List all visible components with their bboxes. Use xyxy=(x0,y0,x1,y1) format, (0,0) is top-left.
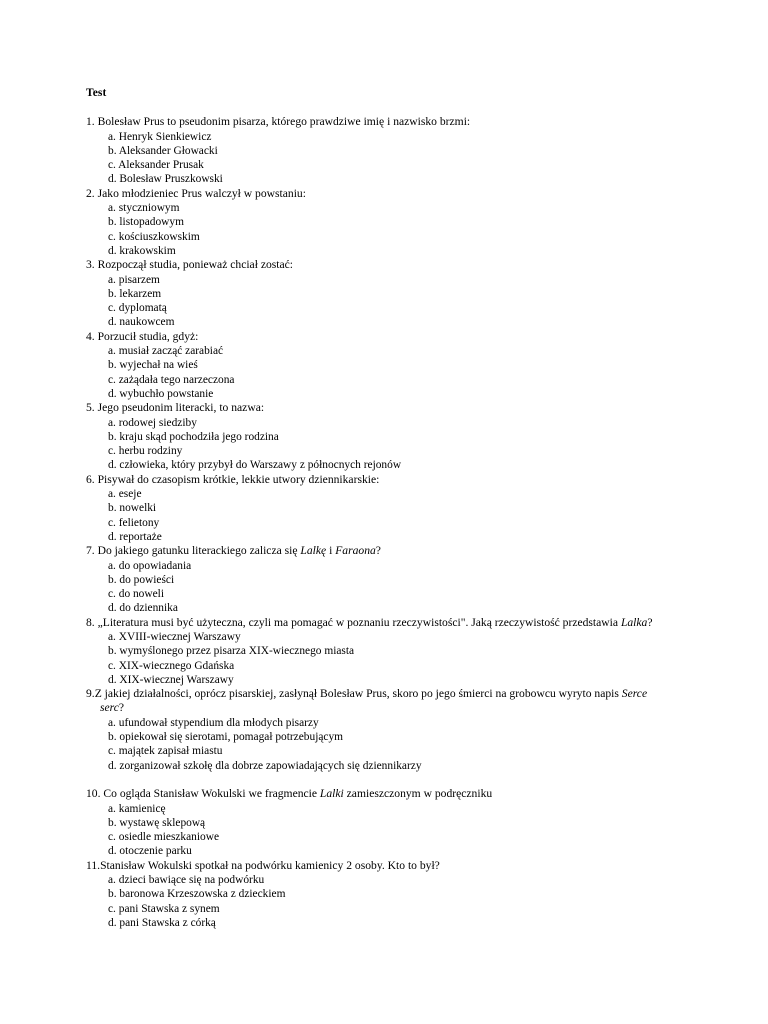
question-number: 9. xyxy=(86,687,95,701)
prompt-text: Z jakiej działalności, oprócz pisarskiej, zasłynął Bolesław Prus, skoro po jego śmierci na grobowcu wyryto napis xyxy=(94,687,622,701)
answer-option[interactable]: b. wymyślonego przez pisarza XIX-wiecznego miasta xyxy=(108,645,355,658)
answer-option[interactable]: d. otoczenie parku xyxy=(108,845,192,858)
answer-list xyxy=(86,716,668,773)
prompt-text: Bolesław Prus to pseudonim pisarza, którego prawdziwe imię i nazwisko brzmi: xyxy=(97,115,471,129)
answer-option[interactable]: b. kraju skąd pochodziła jego rodzina xyxy=(108,430,279,443)
answer-option[interactable]: c. majątek zapisał miastu xyxy=(108,745,223,758)
answer-option[interactable]: a. styczniowym xyxy=(108,202,180,215)
answer-option[interactable]: d. krakowskim xyxy=(108,244,176,257)
page-title: Test xyxy=(86,87,107,99)
question-number: 2. xyxy=(86,186,95,200)
prompt-text: Co ogląda Stanisław Wokulski we fragmencie xyxy=(103,787,320,801)
answer-option[interactable]: d. do dziennika xyxy=(108,602,178,615)
question-prompt xyxy=(86,401,668,415)
answer-option[interactable]: c. dyplomatą xyxy=(108,302,167,315)
work-title: Serce serc xyxy=(100,687,648,715)
question-prompt xyxy=(86,687,668,716)
question-number: 8. xyxy=(86,615,95,629)
answer-option[interactable]: b. nowelki xyxy=(108,502,157,515)
answer-option[interactable]: d. reportaże xyxy=(108,530,162,543)
answer-list xyxy=(86,130,668,187)
question-number: 6. xyxy=(86,472,95,486)
answer-option[interactable]: c. felietony xyxy=(108,516,160,529)
answer-option[interactable]: a. musiał zacząć zarabiać xyxy=(108,345,224,358)
question-prompt xyxy=(86,859,668,873)
prompt-text: „Literatura musi być użyteczna, czyli ma pomagać w poznaniu rzeczywistości". Jaką rzeczywistość przedstawia xyxy=(97,615,621,629)
answer-option[interactable]: a. pisarzem xyxy=(108,273,160,286)
answer-option[interactable]: a. do opowiadania xyxy=(108,559,192,572)
question-block xyxy=(86,258,668,329)
answer-list xyxy=(86,873,668,930)
question-prompt xyxy=(86,115,668,129)
prompt-text: zamieszczonym w podręczniku xyxy=(343,787,493,801)
blank-line xyxy=(86,773,668,787)
prompt-text: ? xyxy=(375,544,381,558)
answer-option[interactable]: c. kościuszkowskim xyxy=(108,230,200,243)
question-prompt xyxy=(86,187,668,201)
prompt-text: Jego pseudonim literacki, to nazwa: xyxy=(97,401,265,415)
answer-option[interactable]: b. wystawę sklepową xyxy=(108,816,206,829)
answer-option[interactable]: a. XVIII-wiecznej Warszawy xyxy=(108,630,241,643)
work-title: Lalki xyxy=(319,787,344,801)
question-block xyxy=(86,330,668,401)
prompt-text: Jako młodzieniec Prus walczył w powstaniu: xyxy=(97,186,306,200)
question-prompt xyxy=(86,258,668,272)
answer-option[interactable]: b. wyjechał na wieś xyxy=(108,359,198,372)
prompt-text: Stanisław Wokulski spotkał na podwórku kamienicy 2 osoby. Kto to był? xyxy=(100,858,440,872)
answer-list xyxy=(86,487,668,544)
answer-option[interactable]: a. kamienicę xyxy=(108,802,166,815)
prompt-text: Rozpoczął studia, ponieważ chciał zostać: xyxy=(97,258,294,272)
answer-option[interactable]: b. opiekował się sierotami, pomagał potrzebującym xyxy=(108,731,344,744)
work-title: Lalkę xyxy=(300,544,327,558)
question-prompt xyxy=(86,616,668,630)
answer-option[interactable]: d. naukowcem xyxy=(108,316,175,329)
question-block xyxy=(86,787,668,858)
prompt-text: Do jakiego gatunku literackiego zalicza się xyxy=(97,544,301,558)
answer-option[interactable]: a. ufundował stypendium dla młodych pisarzy xyxy=(108,716,319,729)
prompt-text: i xyxy=(326,544,336,558)
work-title: Faraona xyxy=(335,544,376,558)
question-block xyxy=(86,187,668,258)
work-title: Lalka xyxy=(620,615,648,629)
answer-option[interactable]: c. pani Stawska z synem xyxy=(108,902,220,915)
prompt-text: Porzucił studia, gdyż: xyxy=(97,329,199,343)
question-block xyxy=(86,473,668,544)
question-block xyxy=(86,115,668,186)
prompt-text: Pisywał do czasopism krótkie, lekkie utwory dziennikarskie: xyxy=(97,472,380,486)
question-number: 11. xyxy=(86,858,101,872)
answer-list xyxy=(86,559,668,616)
answer-option[interactable]: c. herbu rodziny xyxy=(108,445,183,458)
answer-option[interactable]: d. pani Stawska z córką xyxy=(108,916,216,929)
answer-list xyxy=(86,416,668,473)
answer-option[interactable]: c. Aleksander Prusak xyxy=(108,159,204,172)
prompt-text: ? xyxy=(118,701,125,715)
answer-option[interactable]: c. do noweli xyxy=(108,588,164,601)
question-list xyxy=(86,115,668,930)
answer-option[interactable]: b. listopadowym xyxy=(108,216,184,229)
question-prompt xyxy=(86,330,668,344)
answer-option[interactable]: a. rodowej siedziby xyxy=(108,416,197,429)
answer-option[interactable]: d. XIX-wiecznej Warszawy xyxy=(108,673,234,686)
question-block xyxy=(86,859,668,930)
question-number: 7. xyxy=(86,544,95,558)
answer-option[interactable]: c. zażądała tego narzeczona xyxy=(108,373,235,386)
question-number: 1. xyxy=(86,115,95,129)
question-number: 10. xyxy=(86,787,101,801)
question-number: 4. xyxy=(86,329,95,343)
answer-option[interactable]: b. baronowa Krzeszowska z dzieckiem xyxy=(108,888,286,901)
answer-option[interactable]: a. eseje xyxy=(108,488,142,501)
question-prompt xyxy=(86,544,668,558)
question-block xyxy=(86,616,668,687)
answer-list xyxy=(86,344,668,401)
answer-option[interactable]: b. Aleksander Głowacki xyxy=(108,144,218,157)
answer-list xyxy=(86,802,668,859)
answer-option[interactable]: c. osiedle mieszkaniowe xyxy=(108,831,220,844)
answer-option[interactable]: d. Bolesław Pruszkowski xyxy=(108,173,223,186)
answer-list xyxy=(86,201,668,258)
answer-option[interactable]: b. lekarzem xyxy=(108,287,162,300)
answer-option[interactable]: a. dzieci bawiące się na podwórku xyxy=(108,874,265,887)
answer-option[interactable]: d. człowieka, który przybył do Warszawy z północnych rejonów xyxy=(108,459,402,472)
answer-list xyxy=(86,273,668,330)
question-block xyxy=(86,401,668,472)
answer-option[interactable]: a. Henryk Sienkiewicz xyxy=(108,130,212,143)
question-prompt xyxy=(86,473,668,487)
question-block xyxy=(86,544,668,615)
answer-option[interactable]: c. XIX-wiecznego Gdańska xyxy=(108,659,235,672)
answer-option[interactable]: b. do powieści xyxy=(108,573,175,586)
question-number: 5. xyxy=(86,401,95,415)
answer-option[interactable]: d. zorganizował szkołę dla dobrze zapowiadających się dziennikarzy xyxy=(108,759,422,772)
prompt-text: ? xyxy=(647,615,653,629)
answer-list xyxy=(86,630,668,687)
answer-option[interactable]: d. wybuchło powstanie xyxy=(108,387,214,400)
question-prompt xyxy=(86,787,668,801)
question-block xyxy=(86,687,668,773)
question-number: 3. xyxy=(86,258,95,272)
